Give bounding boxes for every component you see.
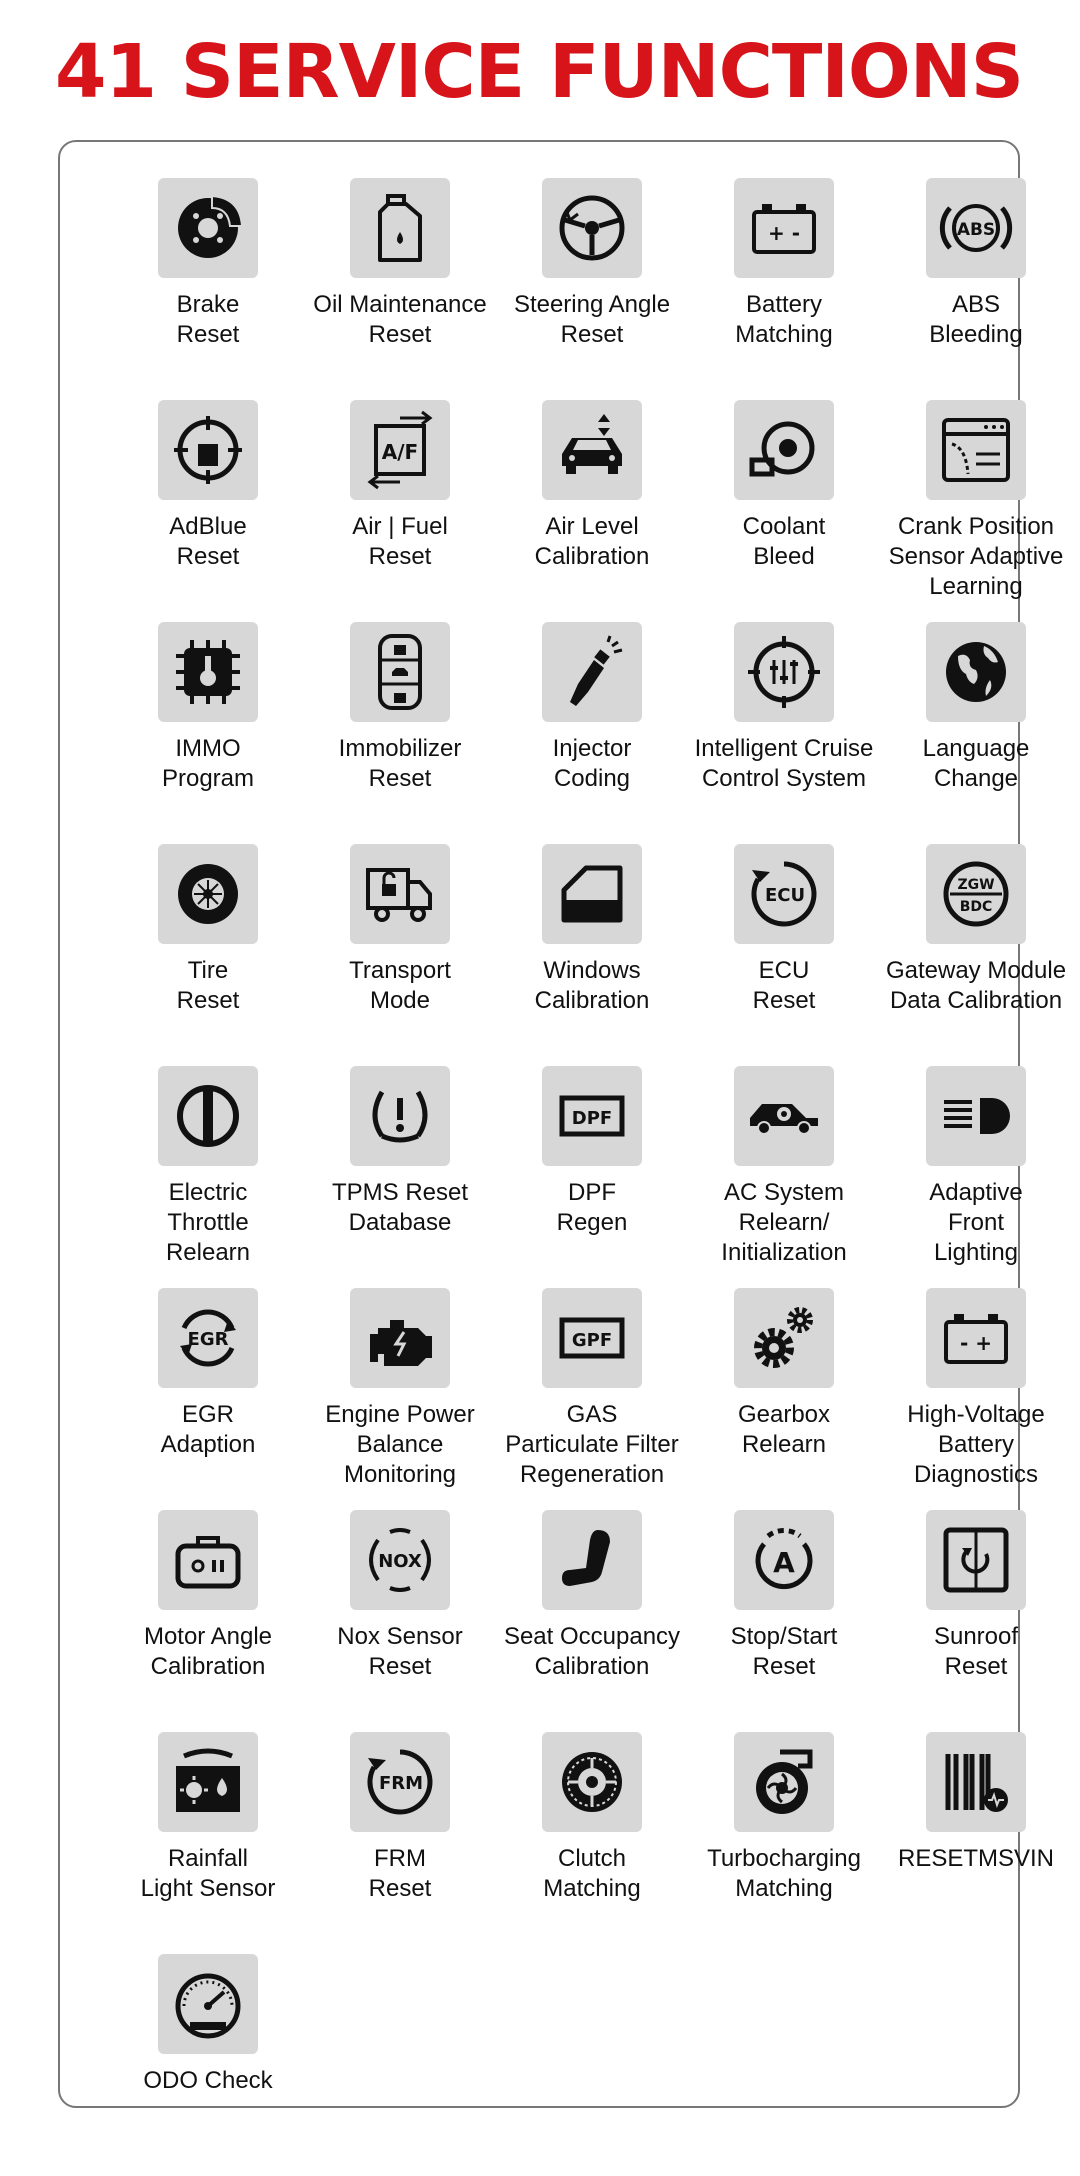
clutch-tile[interactable] — [542, 1732, 642, 1832]
function-label: Injector Coding — [552, 735, 632, 792]
function-label: Turbocharging Matching — [707, 1845, 861, 1902]
function-label: IMMO Program — [161, 735, 255, 792]
function-label: Clutch Matching — [543, 1845, 641, 1902]
function-label: ABS Bleeding — [929, 291, 1023, 348]
svg-text:BDC: BDC — [959, 899, 993, 915]
motor-tile[interactable] — [158, 1510, 258, 1610]
function-item[interactable] — [688, 844, 880, 1066]
function-label: Nox Sensor Reset — [337, 1623, 463, 1680]
function-item[interactable] — [304, 1288, 496, 1510]
svg-text:+ -: + - — [767, 221, 801, 245]
throttle-tile[interactable] — [158, 1066, 258, 1166]
tpms-tile[interactable] — [350, 1066, 450, 1166]
function-item[interactable] — [304, 844, 496, 1066]
headlight-tile[interactable] — [926, 1066, 1026, 1166]
abs-tile[interactable] — [926, 178, 1026, 278]
function-item[interactable] — [304, 622, 496, 844]
function-label: Crank Position Sensor Adaptive Learning — [888, 513, 1064, 600]
function-label: Rainfall Light Sensor — [140, 1845, 276, 1902]
function-label: Battery Matching — [735, 291, 833, 348]
rain-light-sensor-tile[interactable] — [158, 1732, 258, 1832]
svg-text:FRM: FRM — [378, 1773, 424, 1794]
oil-can-tile[interactable] — [350, 178, 450, 278]
sunroof-tile[interactable] — [926, 1510, 1026, 1610]
function-item[interactable] — [112, 178, 304, 400]
function-label: Air | Fuel Reset — [352, 513, 448, 570]
function-label: High-Voltage Battery Diagnostics — [907, 1401, 1045, 1488]
page-title: 41 SERVICE FUNCTIONS — [55, 29, 1024, 115]
function-item[interactable] — [496, 178, 688, 400]
function-item[interactable] — [688, 1510, 880, 1732]
function-item[interactable] — [304, 1066, 496, 1288]
svg-text:GPF: GPF — [571, 1330, 613, 1351]
function-label: RESETMSVIN — [897, 1845, 1055, 1872]
steering-wheel-tile[interactable] — [542, 178, 642, 278]
svg-text:A/F: A/F — [381, 440, 419, 464]
function-item[interactable] — [496, 1066, 688, 1288]
function-item[interactable] — [496, 1732, 688, 1954]
function-label: Tire Reset — [176, 957, 240, 1014]
svg-text:ECU: ECU — [764, 885, 806, 906]
engine-tile[interactable] — [350, 1288, 450, 1388]
crank-sensor-tile[interactable] — [926, 400, 1026, 500]
function-label: Intelligent Cruise Control System — [694, 735, 874, 792]
svg-text:ABS: ABS — [956, 220, 996, 240]
function-label: AdBlue Reset — [169, 513, 247, 570]
function-item[interactable] — [880, 1510, 1072, 1732]
ecu-tile[interactable] — [734, 844, 834, 944]
function-item[interactable] — [304, 400, 496, 622]
function-label: Oil Maintenance Reset — [313, 291, 487, 348]
function-label: Gearbox Relearn — [737, 1401, 831, 1458]
function-label: Immobilizer Reset — [338, 735, 462, 792]
function-item[interactable] — [112, 400, 304, 622]
cruise-control-tile[interactable] — [734, 622, 834, 722]
function-item[interactable] — [688, 622, 880, 844]
function-item[interactable] — [496, 1510, 688, 1732]
key-fob-tile[interactable] — [350, 622, 450, 722]
function-item[interactable] — [688, 1732, 880, 1954]
function-label: DPF Regen — [556, 1179, 628, 1236]
function-item[interactable] — [496, 1288, 688, 1510]
function-item[interactable] — [112, 1066, 304, 1288]
function-label: ODO Check — [143, 2067, 273, 2094]
function-label: Motor Angle Calibration — [143, 1623, 273, 1680]
window-tile[interactable] — [542, 844, 642, 944]
injector-tile[interactable] — [542, 622, 642, 722]
function-label: GAS Particulate Filter Regeneration — [505, 1401, 679, 1488]
function-label: Adaptive Front Lighting — [929, 1179, 1023, 1266]
function-item[interactable] — [880, 1288, 1072, 1510]
function-item[interactable] — [112, 844, 304, 1066]
function-label: FRM Reset — [368, 1845, 432, 1902]
function-item[interactable] — [880, 178, 1072, 400]
function-label: ECU Reset — [752, 957, 816, 1014]
odometer-tile[interactable] — [158, 1954, 258, 2054]
immo-chip-tile[interactable] — [158, 622, 258, 722]
tire-tile[interactable] — [158, 844, 258, 944]
barcode-tile[interactable] — [926, 1732, 1026, 1832]
function-label: Engine Power Balance Monitoring — [325, 1401, 475, 1488]
adblue-gauge-tile[interactable] — [158, 400, 258, 500]
frm-tile[interactable] — [350, 1732, 450, 1832]
function-label: Sunroof Reset — [933, 1623, 1019, 1680]
functions-panel — [58, 140, 1067, 2108]
air-fuel-tile[interactable] — [350, 400, 450, 500]
function-item[interactable] — [496, 400, 688, 622]
function-item[interactable] — [112, 1288, 304, 1510]
egr-tile[interactable] — [158, 1288, 258, 1388]
function-item[interactable] — [304, 1732, 496, 1954]
dpf-tile[interactable] — [542, 1066, 642, 1166]
function-item[interactable] — [688, 400, 880, 622]
function-item[interactable] — [112, 1954, 304, 2176]
svg-text:ZGW: ZGW — [957, 877, 995, 893]
function-label: Transport Mode — [349, 957, 451, 1014]
nox-tile[interactable] — [350, 1510, 450, 1610]
truck-tile[interactable] — [350, 844, 450, 944]
function-label: Brake Reset — [176, 291, 240, 348]
function-item[interactable] — [880, 1732, 1072, 1954]
function-item[interactable] — [880, 1066, 1072, 1288]
function-label: Stop/Start Reset — [730, 1623, 838, 1680]
function-item[interactable] — [880, 844, 1072, 1066]
svg-text:EGR: EGR — [187, 1329, 229, 1350]
seat-tile[interactable] — [542, 1510, 642, 1610]
function-item[interactable] — [496, 844, 688, 1066]
function-item[interactable] — [880, 400, 1072, 622]
ac-car-tile[interactable] — [734, 1066, 834, 1166]
function-item[interactable] — [688, 1066, 880, 1288]
function-label: Gateway Module Data Calibration — [885, 957, 1067, 1014]
function-label: Language Change — [922, 735, 1030, 792]
stop-start-tile[interactable] — [734, 1510, 834, 1610]
function-item[interactable] — [304, 178, 496, 400]
function-item[interactable] — [688, 1288, 880, 1510]
function-item[interactable] — [304, 1510, 496, 1732]
svg-text:A: A — [773, 1546, 795, 1579]
gpf-tile[interactable] — [542, 1288, 642, 1388]
svg-text:DPF: DPF — [571, 1108, 613, 1129]
function-label: AC System Relearn/ Initialization — [721, 1179, 847, 1266]
hv-battery-tile[interactable] — [926, 1288, 1026, 1388]
function-label: EGR Adaption — [160, 1401, 256, 1458]
globe-tile[interactable] — [926, 622, 1026, 722]
car-level-tile[interactable] — [542, 400, 642, 500]
function-label: Air Level Calibration — [534, 513, 650, 570]
function-item[interactable] — [688, 178, 880, 400]
svg-text:NOX: NOX — [378, 1551, 422, 1572]
function-label: Coolant Bleed — [742, 513, 826, 570]
gears-tile[interactable] — [734, 1288, 834, 1388]
function-item[interactable] — [880, 622, 1072, 844]
function-item[interactable] — [496, 622, 688, 844]
gateway-tile[interactable] — [926, 844, 1026, 944]
svg-text:- +: - + — [959, 1331, 993, 1355]
function-label: Electric Throttle Relearn — [165, 1179, 251, 1266]
brake-disc-tile[interactable] — [158, 178, 258, 278]
function-label: TPMS Reset Database — [331, 1179, 469, 1236]
function-label: Windows Calibration — [534, 957, 650, 1014]
function-item[interactable] — [112, 622, 304, 844]
function-label: Seat Occupancy Calibration — [503, 1623, 681, 1680]
turbo-tile[interactable] — [734, 1732, 834, 1832]
function-item[interactable] — [112, 1510, 304, 1732]
coolant-pump-tile[interactable] — [734, 400, 834, 500]
function-label: Steering Angle Reset — [513, 291, 671, 348]
battery-tile[interactable] — [734, 178, 834, 278]
function-item[interactable] — [112, 1732, 304, 1954]
